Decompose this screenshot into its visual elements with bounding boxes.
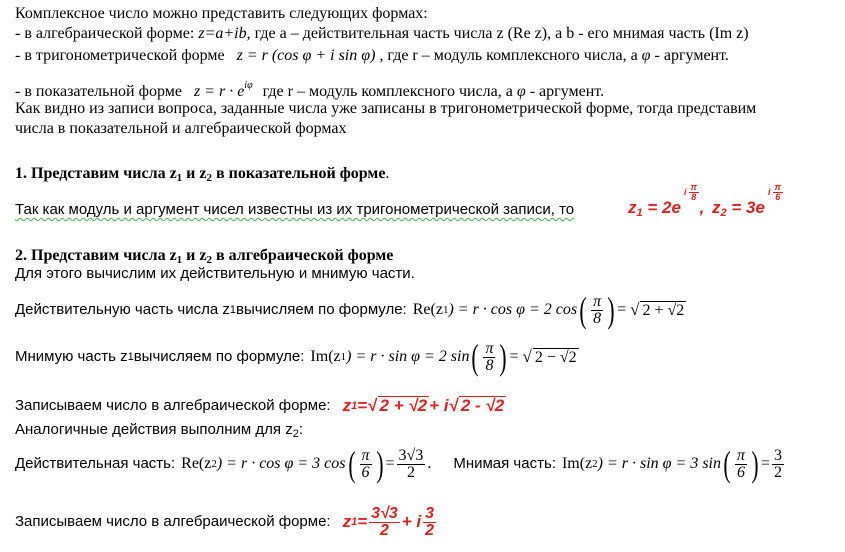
im-z1-formula: Мнимую часть z 1 вычисляем по формуле: Im(z 1 ) = r · sin φ = 2 sin ( $\frac{\pi}{8}$ ) = √ 2 − √2 <box>15 337 577 377</box>
section2-line-1: Для этого вычислим их действительную и мнимую части. <box>15 265 415 282</box>
section1-z2-exponential: $z_2 = 3e$ i $\frac{\pi}{6}$ <box>712 199 765 222</box>
section1-z2-exponent: i $\frac{\pi}{6}$ <box>768 182 781 202</box>
section1-z1-exponential: $z_1 = 2e$ i $\frac{\pi}{8}$ , <box>628 182 705 219</box>
analog-line: Аналогичные действия выполним для $z_2$: <box>15 421 303 440</box>
intro-line-2: - в алгебраической форме: z=a+ib, где a – действительная часть числа z (Re z), a b - его мнимая часть (Im z) <box>15 25 749 42</box>
re-im-z2-formula: Действительная часть: Re(z 2 ) = r · cos φ = 3 cos ( $\frac{\pi}{6}$ ) = $\frac{3√3}{2}$ . Мнимая часть: Im(z 2 ) = r · sin φ = 3 sin ( $\frac{\pi}{6}$ ) = $\frac{3}{2}$ <box>15 444 783 484</box>
section2-heading: 2. Представим числа $z_1$ и $z_2$ в алгебраической форме <box>15 247 394 266</box>
re-z1-formula: Действительную часть числа z 1 вычисляем по формуле: Re(z 1 ) = r · cos φ = 2 cos ( $\frac{\pi}{8}$ ) = √ 2 + √2 <box>15 290 685 330</box>
intro-line-1: Комплексное число можно представить следующих формах: <box>15 5 428 22</box>
alg-z2: Записываем число в алгебраической форме: z 1 = $\frac{3√3}{2}$ + i $\frac{3}{2}$ <box>15 504 435 539</box>
intro-line-6: числа в показательной и алгебраической формах <box>15 120 347 137</box>
section1-text: Так как модуль и аргумент чисел известны из их тригонометрической записи, то <box>15 201 575 218</box>
section1-z1-exponent: i $\frac{\pi}{8}$ <box>684 182 697 202</box>
intro-line-5: Как видно из записи вопроса, заданные числа уже записаны в тригонометрической форме, тогда представим <box>15 100 757 117</box>
alg-z1: Записываем число в алгебраической форме: z 1 = √ 2 + √2 + i √ 2 - √2 <box>15 395 505 415</box>
section1-heading: 1. Представим числа $z_1$ и $z_2$ в показательной форме. <box>15 165 390 184</box>
intro-line-3: - в тригонометрической форме z = r (cos φ + i sin φ) , где r – модуль комплексного числа, а φ - аргумент. <box>15 47 729 64</box>
intro-line-4: - в показательной форме $z = r \cdot e^{i\varphi}$ где r – модуль комплексного числа, а φ - аргумент. <box>15 80 605 100</box>
